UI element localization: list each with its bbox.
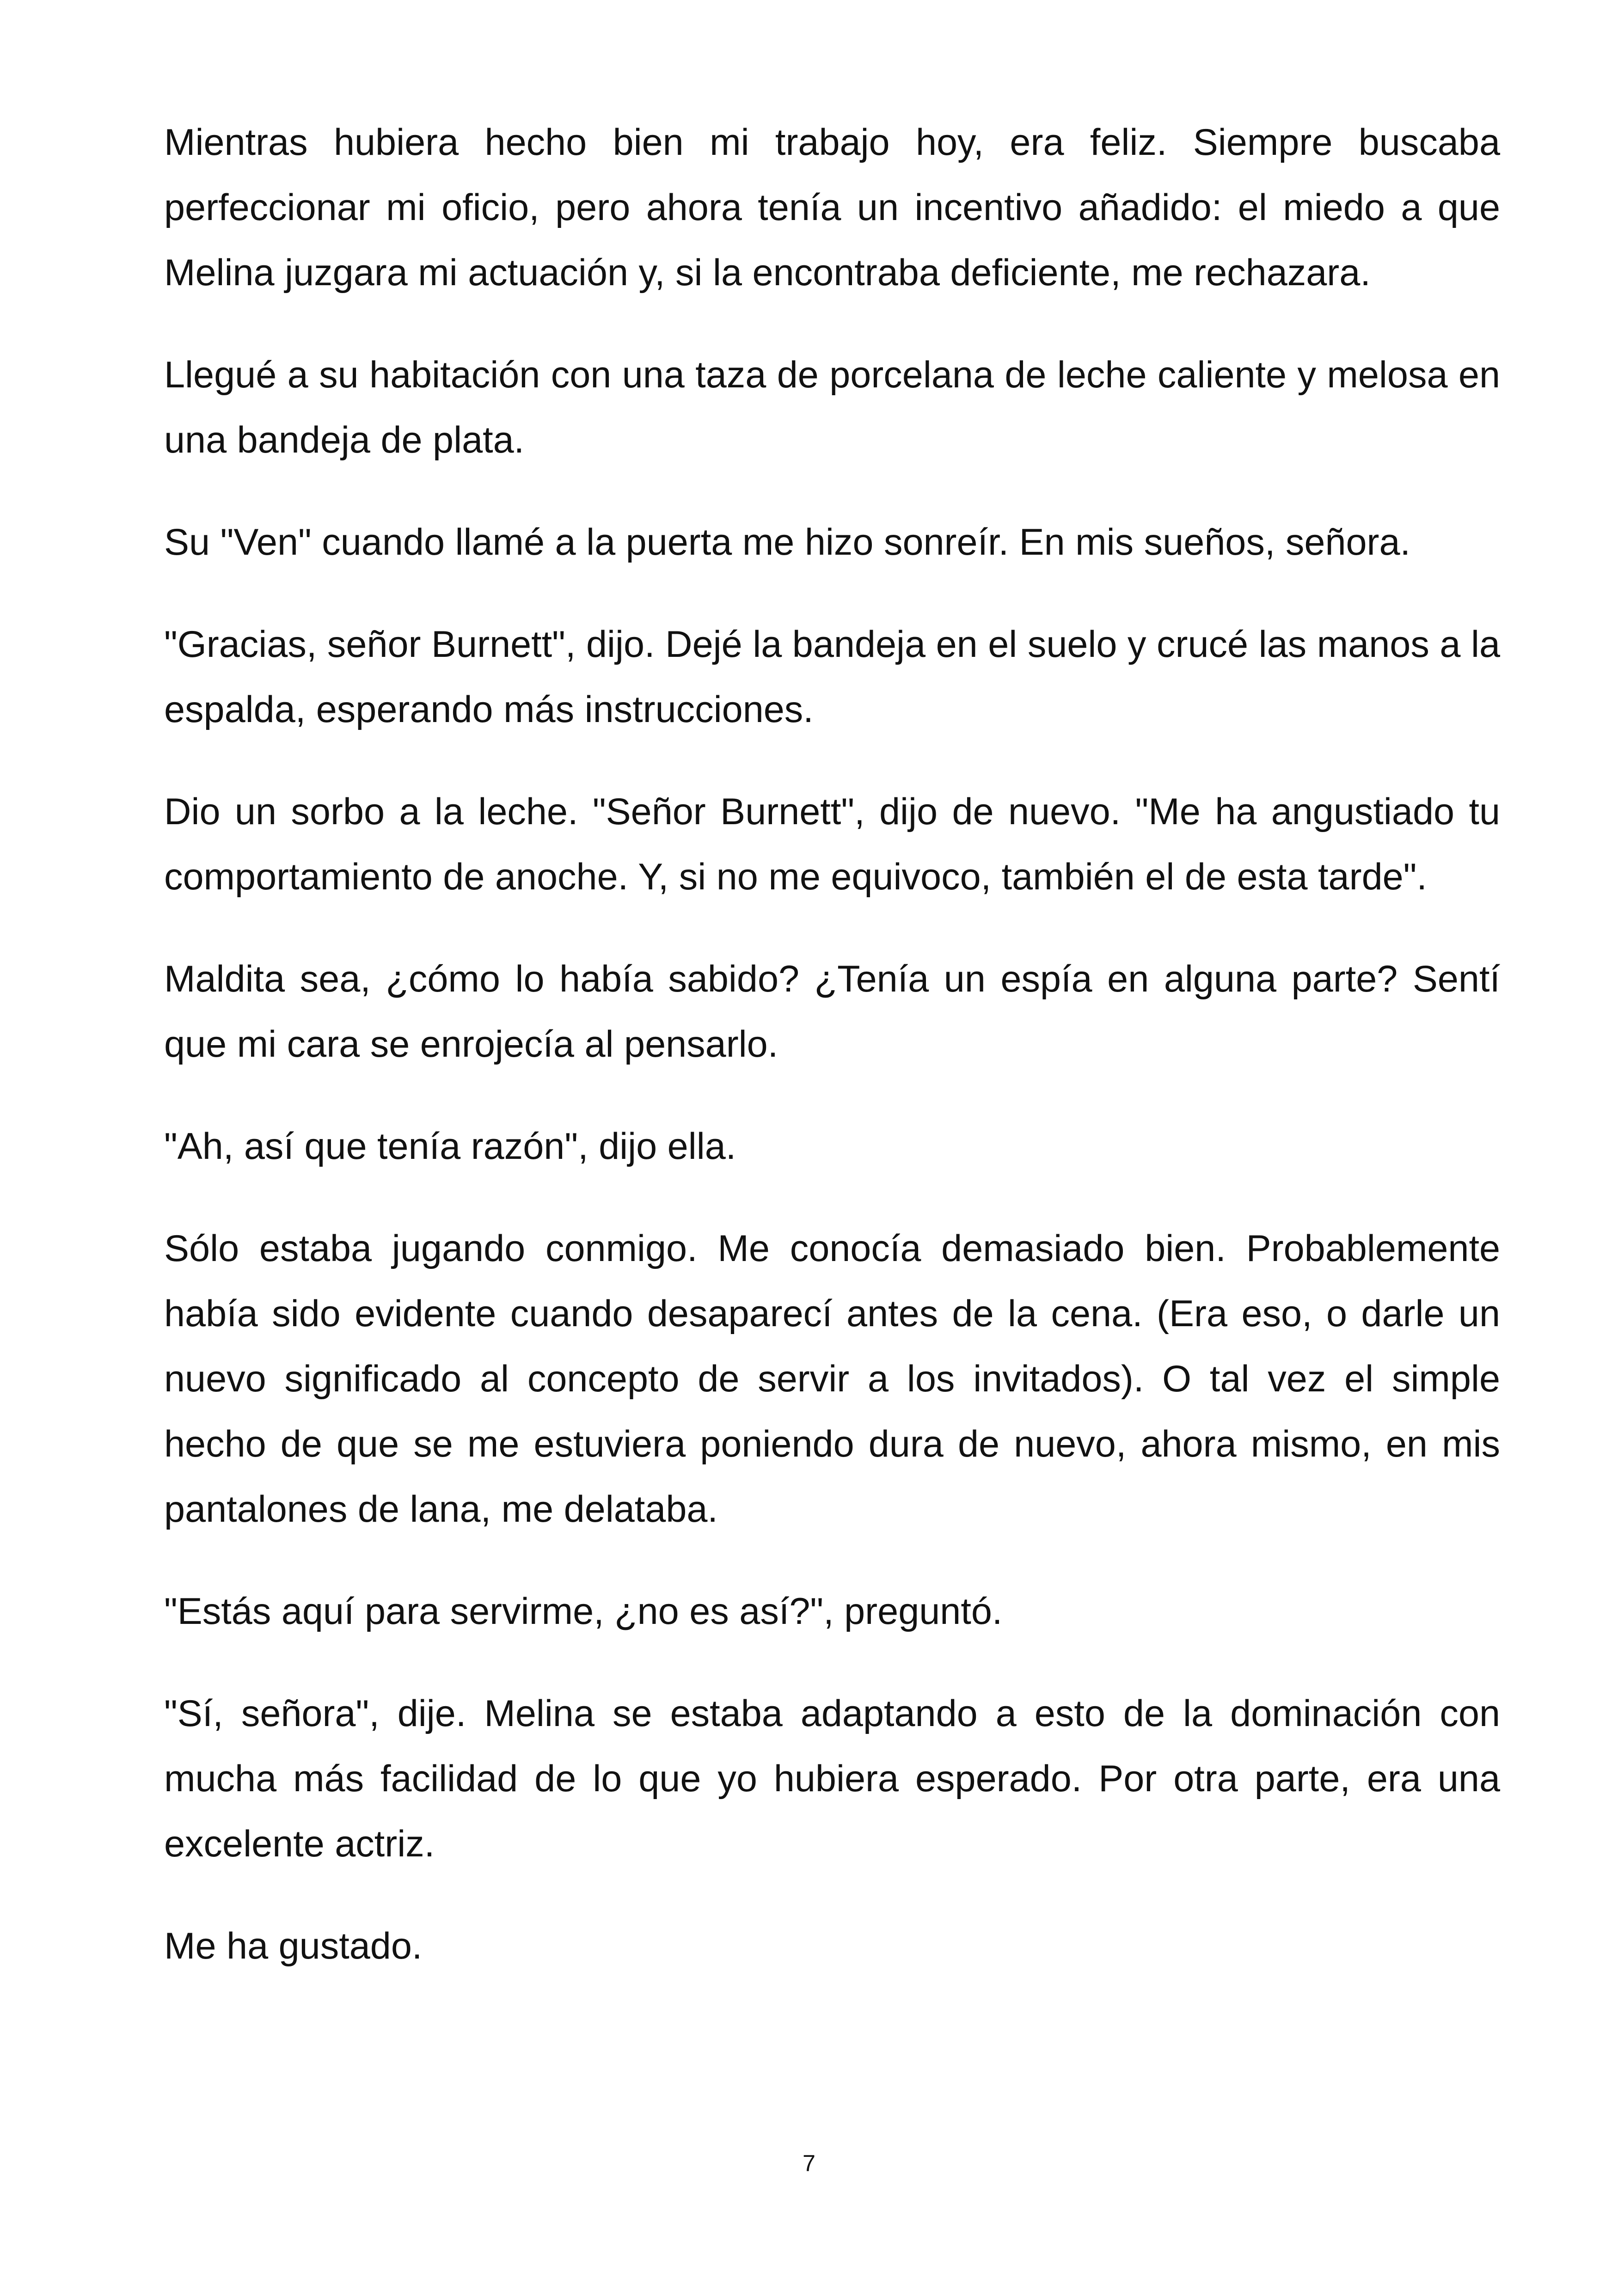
paragraph-5: Dio un sorbo a la leche. "Señor Burnett", dijo de nuevo. "Me ha angustiado tu comportamiento de anoche. Y, si no me equivoco, también el de esta tarde". — [164, 791, 1500, 898]
paragraph-9: "Estás aquí para servirme, ¿no es así?", preguntó. — [164, 1591, 1003, 1632]
paragraph-7: "Ah, así que tenía razón", dijo ella. — [164, 1126, 736, 1167]
paragraph-3: Su "Ven" cuando llamé a la puerta me hizo sonreír. En mis sueños, señora. — [164, 521, 1411, 563]
paragraph-4: "Gracias, señor Burnett", dijo. Dejé la bandeja en el suelo y crucé las manos a la espalda, esperando más instrucciones. — [164, 624, 1500, 730]
paragraph-2: Llegué a su habitación con una taza de porcelana de leche caliente y melosa en una bandeja de plata. — [164, 354, 1500, 461]
paragraph-11: Me ha gustado. — [164, 1925, 423, 1967]
paragraph-10: "Sí, señora", dije. Melina se estaba adaptando a esto de la dominación con mucha más facilidad de lo que yo hubiera esperado. Por otra parte, era una excelente actriz. — [164, 1693, 1500, 1865]
paragraph-8: Sólo estaba jugando conmigo. Me conocía demasiado bien. Probablemente había sido evidente cuando desaparecí antes de la cena. (Era eso, o darle un nuevo significado al concepto de servir a los invitados). O tal vez el simple hecho de que se me estuviera poniendo dura de nuevo, ahora mismo, en mis pantalones de lana, me delataba. — [164, 1228, 1500, 1530]
paragraph-6: Maldita sea, ¿cómo lo había sabido? ¿Tenía un espía en alguna parte? Sentí que mi cara se enrojecía al pensarlo. — [164, 958, 1500, 1065]
paragraph-1: Mientras hubiera hecho bien mi trabajo hoy, era feliz. Siempre buscaba perfeccionar mi oficio, pero ahora tenía un incentivo añadido: el miedo a que Melina juzgara mi actuación y, si la encontraba deficiente, me rechazara. — [164, 122, 1500, 294]
body-text — [164, 110, 1500, 1979]
page-number: 7 — [803, 2150, 815, 2176]
